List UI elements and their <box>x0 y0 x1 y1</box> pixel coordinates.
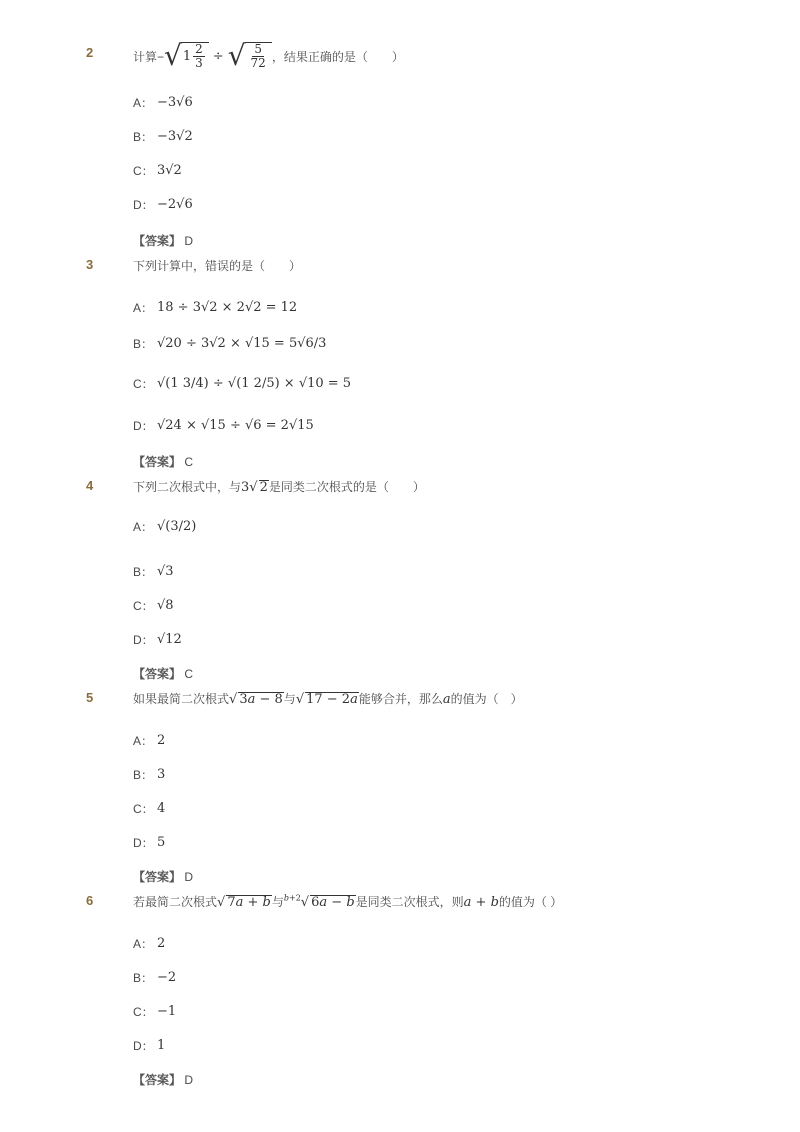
option-c[interactable]: C： 4 <box>133 801 166 816</box>
stem-mid2: 能够合并，那么 <box>358 692 443 706</box>
stem-mid: 与 <box>271 895 284 909</box>
option-b[interactable]: B： −2 <box>133 970 177 985</box>
answer-value: C <box>184 455 194 469</box>
stem-formula: 3√ 2 <box>241 480 268 495</box>
stem-expression: a + b <box>463 895 499 910</box>
answer <box>133 868 193 885</box>
stem-suffix: ，结果正确的是（ ） <box>271 49 404 64</box>
option-d[interactable]: D： −2√6 <box>133 197 193 212</box>
question-number: 6 <box>86 893 94 908</box>
option-value: 4 <box>157 801 166 816</box>
option-value: 1 <box>157 1038 166 1053</box>
option-b[interactable]: B： √20 ÷ 3√2 × √15 = 5√6/3 <box>133 336 327 351</box>
question-number: 4 <box>86 478 94 493</box>
option-d[interactable]: D： 1 <box>133 1038 166 1053</box>
option-value: √24 × √15 ÷ √6 = 2√15 <box>157 418 314 433</box>
question-stem <box>133 478 425 495</box>
answer-label: 【答案】 <box>133 234 182 248</box>
answer-label: 【答案】 <box>133 667 182 681</box>
stem-variable: a <box>442 692 451 707</box>
stem-mid: 与 <box>283 692 296 706</box>
option-value: 3√2 <box>157 163 182 178</box>
question-stem: 下列计算中，错误的是（ ） <box>133 259 302 273</box>
option-d[interactable]: D： √24 × √15 ÷ √6 = 2√15 <box>133 418 314 433</box>
stem-prefix: 若最简二次根式 <box>133 895 218 909</box>
stem-suffix: 的值为（ ） <box>450 692 523 706</box>
option-value: √3 <box>157 564 174 579</box>
question-number: 5 <box>86 690 94 705</box>
option-value: −3√6 <box>157 95 193 110</box>
answer-label: 【答案】 <box>133 455 182 469</box>
stem-suffix: 是同类二次根式的是（ ） <box>268 480 425 494</box>
option-value: 5 <box>157 835 166 850</box>
answer-value: D <box>184 234 194 248</box>
option-value: −2 <box>157 970 177 985</box>
option-a[interactable]: A： 2 <box>133 733 166 748</box>
option-value: √(3/2) <box>157 519 197 534</box>
question-stem <box>133 39 404 73</box>
option-value: −2√6 <box>157 197 193 212</box>
question-stem <box>133 893 562 910</box>
option-a[interactable]: A： −3√6 <box>133 95 193 110</box>
option-a[interactable]: A： 18 ÷ 3√2 × 2√2 = 12 <box>133 300 298 315</box>
stem-formula-2: √ 17 − 2a <box>295 692 358 707</box>
option-value: √12 <box>157 632 182 647</box>
option-b[interactable]: B： −3√2 <box>133 129 193 144</box>
option-c[interactable]: C： √8 <box>133 598 174 613</box>
question-number: 2 <box>86 45 94 60</box>
option-a[interactable]: A： √(3/2) <box>133 519 197 534</box>
answer-value: C <box>184 667 194 681</box>
option-c[interactable]: C： −1 <box>133 1004 177 1019</box>
answer <box>133 453 193 470</box>
option-value: −1 <box>157 1004 177 1019</box>
stem-prefix: 如果最简二次根式 <box>133 692 230 706</box>
option-value: 2 <box>157 936 166 951</box>
option-b[interactable]: B： √3 <box>133 564 174 579</box>
option-value: 3 <box>157 767 166 782</box>
stem-prefix: 计算− <box>133 49 165 64</box>
option-d[interactable]: D： √12 <box>133 632 182 647</box>
answer <box>133 665 193 682</box>
question-number: 3 <box>86 257 94 272</box>
option-c[interactable]: C： √(1 3/4) ÷ √(1 2/5) × √10 = 5 <box>133 376 352 391</box>
option-value: √8 <box>157 598 174 613</box>
answer-label: 【答案】 <box>133 1073 182 1087</box>
option-c[interactable]: C： 3√2 <box>133 163 182 178</box>
stem-formula-2: $^{b+2}$√ 6a − b <box>283 893 355 910</box>
answer <box>133 1071 193 1088</box>
stem-formula-1: √ 3a − 8 <box>229 692 283 707</box>
option-value: 18 ÷ 3√2 × 2√2 = 12 <box>157 300 298 315</box>
option-value: √(1 3/4) ÷ √(1 2/5) × √10 = 5 <box>157 376 352 391</box>
option-d[interactable]: D： 5 <box>133 835 166 850</box>
option-value: √20 ÷ 3√2 × √15 = 5√6/3 <box>157 336 327 351</box>
stem-mid2: 是同类二次根式，则 <box>355 895 464 909</box>
question-stem <box>133 690 523 707</box>
stem-formula-1: √ 7a + b <box>217 895 271 910</box>
answer-value: D <box>184 1073 194 1087</box>
stem-suffix: 的值为（ ） <box>498 895 563 909</box>
option-b[interactable]: B： 3 <box>133 767 166 782</box>
option-value: −3√2 <box>157 129 193 144</box>
option-a[interactable]: A： 2 <box>133 936 166 951</box>
answer-label: 【答案】 <box>133 870 182 884</box>
stem-prefix: 下列二次根式中，与 <box>133 480 242 494</box>
answer-value: D <box>184 870 194 884</box>
option-value: 2 <box>157 733 166 748</box>
stem-formula: √ 1 $\frac{2}{3}$ ÷ √ $\frac{5}{72}$ <box>164 42 272 70</box>
answer <box>133 232 193 249</box>
